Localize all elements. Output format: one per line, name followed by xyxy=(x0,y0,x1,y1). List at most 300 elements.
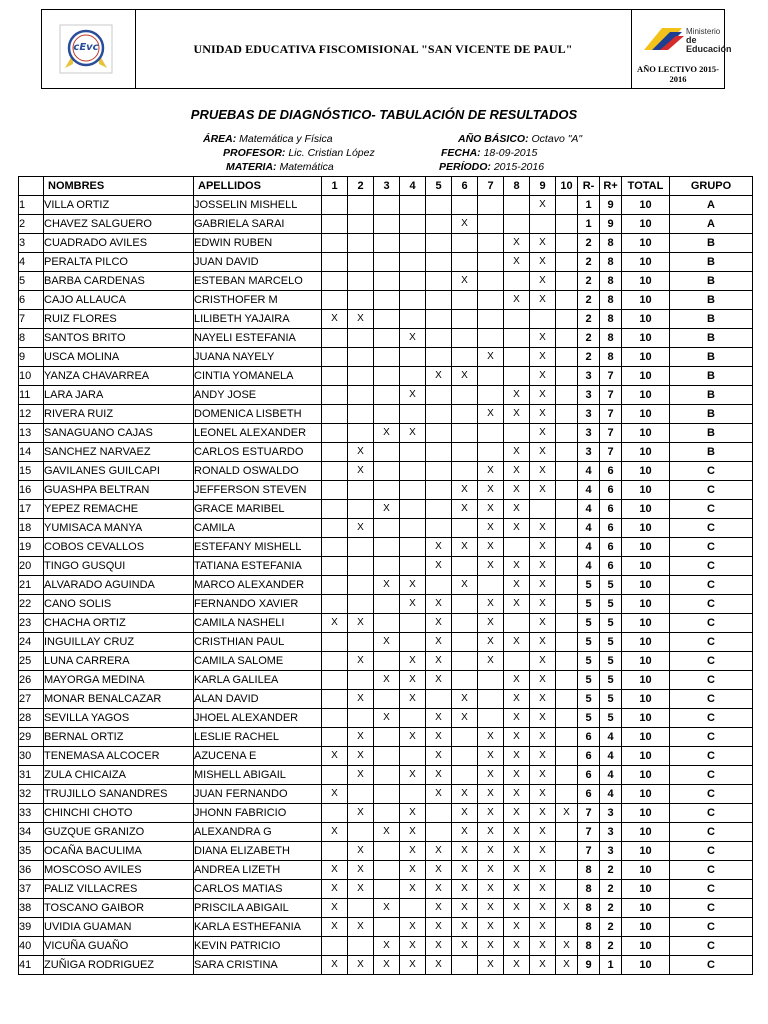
cell-q9: X xyxy=(530,481,556,500)
cell-q1 xyxy=(322,500,348,519)
cell-q6 xyxy=(452,614,478,633)
cell-q3 xyxy=(374,538,400,557)
cell-q1: X xyxy=(322,880,348,899)
cell-q6 xyxy=(452,462,478,481)
col-header-q9: 9 xyxy=(530,177,556,196)
cell-q9: X xyxy=(530,386,556,405)
cell-total: 10 xyxy=(622,652,670,671)
cell-q4: X xyxy=(400,766,426,785)
cell-r-plus: 3 xyxy=(600,842,622,861)
cell-q3 xyxy=(374,196,400,215)
cell-q2 xyxy=(348,348,374,367)
row-number: 41 xyxy=(19,956,44,975)
cell-q10 xyxy=(556,842,578,861)
cell-total: 10 xyxy=(622,766,670,785)
cell-r-plus: 8 xyxy=(600,310,622,329)
cell-grupo: C xyxy=(670,690,753,709)
cell-q6 xyxy=(452,386,478,405)
cell-q6: X xyxy=(452,576,478,595)
cell-q4 xyxy=(400,481,426,500)
cell-q7: X xyxy=(478,823,504,842)
cell-q2 xyxy=(348,291,374,310)
fecha-label: FECHA: xyxy=(441,147,481,159)
cell-q4 xyxy=(400,272,426,291)
cell-grupo: C xyxy=(670,614,753,633)
cell-q5 xyxy=(426,272,452,291)
cell-q3: X xyxy=(374,500,400,519)
cell-q7 xyxy=(478,329,504,348)
row-number: 21 xyxy=(19,576,44,595)
col-header-total: TOTAL xyxy=(622,177,670,196)
cell-q4 xyxy=(400,538,426,557)
cell-nombres: SANCHEZ NARVAEZ xyxy=(44,443,194,462)
cell-q9: X xyxy=(530,614,556,633)
cell-q9: X xyxy=(530,671,556,690)
cell-total: 10 xyxy=(622,709,670,728)
cell-q6: X xyxy=(452,538,478,557)
cell-q6: X xyxy=(452,785,478,804)
cell-q9: X xyxy=(530,272,556,291)
cell-q7: X xyxy=(478,462,504,481)
cell-q9: X xyxy=(530,918,556,937)
cell-q5: X xyxy=(426,595,452,614)
cell-q10 xyxy=(556,329,578,348)
cell-nombres: GAVILANES GUILCAPI xyxy=(44,462,194,481)
cell-q2 xyxy=(348,595,374,614)
cell-q4: X xyxy=(400,880,426,899)
cell-q6: X xyxy=(452,937,478,956)
row-number: 17 xyxy=(19,500,44,519)
cell-q5 xyxy=(426,804,452,823)
cell-q4 xyxy=(400,614,426,633)
cell-q7: X xyxy=(478,880,504,899)
col-header-apellidos: APELLIDOS xyxy=(194,177,322,196)
cell-apellidos: PRISCILA ABIGAIL xyxy=(194,899,322,918)
cell-q1 xyxy=(322,576,348,595)
periodo-label: PERÍODO: xyxy=(439,161,491,173)
cell-q4 xyxy=(400,196,426,215)
cell-r-minus: 6 xyxy=(578,728,600,747)
cell-q8: X xyxy=(504,728,530,747)
cell-q8: X xyxy=(504,443,530,462)
materia-label: MATERIA: xyxy=(226,161,277,173)
cell-r-plus: 5 xyxy=(600,671,622,690)
cell-r-minus: 5 xyxy=(578,652,600,671)
cell-r-plus: 7 xyxy=(600,386,622,405)
cell-grupo: C xyxy=(670,899,753,918)
cell-nombres: TENEMASA ALCOCER xyxy=(44,747,194,766)
table-row xyxy=(19,918,753,937)
row-number: 33 xyxy=(19,804,44,823)
cell-r-minus: 9 xyxy=(578,956,600,975)
cell-grupo: C xyxy=(670,595,753,614)
cell-q5: X xyxy=(426,899,452,918)
cell-q7: X xyxy=(478,899,504,918)
cell-q3 xyxy=(374,405,400,424)
cell-q3 xyxy=(374,481,400,500)
cell-r-minus: 4 xyxy=(578,538,600,557)
cell-r-plus: 9 xyxy=(600,215,622,234)
cell-q10 xyxy=(556,595,578,614)
cell-q6: X xyxy=(452,500,478,519)
cell-q5 xyxy=(426,462,452,481)
cell-q4: X xyxy=(400,386,426,405)
cell-q6 xyxy=(452,234,478,253)
cell-r-minus: 2 xyxy=(578,253,600,272)
cell-apellidos: JHOEL ALEXANDER xyxy=(194,709,322,728)
cell-q5: X xyxy=(426,652,452,671)
cell-r-plus: 5 xyxy=(600,633,622,652)
row-number: 25 xyxy=(19,652,44,671)
cell-apellidos: ALAN DAVID xyxy=(194,690,322,709)
table-row xyxy=(19,728,753,747)
cell-q7: X xyxy=(478,557,504,576)
cell-nombres: PALIZ VILLACRES xyxy=(44,880,194,899)
cell-grupo: C xyxy=(670,823,753,842)
cell-r-plus: 7 xyxy=(600,405,622,424)
cell-q6 xyxy=(452,728,478,747)
cell-q5: X xyxy=(426,538,452,557)
school-year: AÑO LECTIVO 2015-2016 xyxy=(636,64,719,84)
row-number: 40 xyxy=(19,937,44,956)
cell-q3 xyxy=(374,253,400,272)
cell-q8 xyxy=(504,329,530,348)
cell-q10 xyxy=(556,709,578,728)
cell-q10 xyxy=(556,291,578,310)
cell-total: 10 xyxy=(622,234,670,253)
cell-apellidos: AZUCENA E xyxy=(194,747,322,766)
cell-q8: X xyxy=(504,842,530,861)
cell-r-plus: 3 xyxy=(600,823,622,842)
cell-q3 xyxy=(374,861,400,880)
cell-q7: X xyxy=(478,519,504,538)
cell-q3 xyxy=(374,880,400,899)
col-header-q5: 5 xyxy=(426,177,452,196)
cell-q10 xyxy=(556,196,578,215)
cell-nombres: SEVILLA YAGOS xyxy=(44,709,194,728)
cell-q5 xyxy=(426,291,452,310)
cell-q2 xyxy=(348,576,374,595)
table-row xyxy=(19,196,753,215)
col-header-nombres: NOMBRES xyxy=(44,177,194,196)
cell-q8: X xyxy=(504,633,530,652)
cell-q4: X xyxy=(400,937,426,956)
table-row xyxy=(19,690,753,709)
cell-nombres: YEPEZ REMACHE xyxy=(44,500,194,519)
cell-q8 xyxy=(504,367,530,386)
cell-q3 xyxy=(374,766,400,785)
cell-q10 xyxy=(556,671,578,690)
cell-q7 xyxy=(478,443,504,462)
cell-grupo: C xyxy=(670,557,753,576)
cell-total: 10 xyxy=(622,386,670,405)
cell-q4 xyxy=(400,367,426,386)
cell-r-plus: 5 xyxy=(600,652,622,671)
cell-apellidos: FERNANDO XAVIER xyxy=(194,595,322,614)
cell-q9: X xyxy=(530,937,556,956)
cell-q5: X xyxy=(426,728,452,747)
cell-q9: X xyxy=(530,861,556,880)
cell-q7 xyxy=(478,690,504,709)
cell-q4 xyxy=(400,291,426,310)
cell-nombres: TOSCANO GAIBOR xyxy=(44,899,194,918)
row-number: 16 xyxy=(19,481,44,500)
cell-total: 10 xyxy=(622,329,670,348)
cell-nombres: CHINCHI CHOTO xyxy=(44,804,194,823)
cell-q5: X xyxy=(426,747,452,766)
cell-q1 xyxy=(322,652,348,671)
cell-nombres: MOSCOSO AVILES xyxy=(44,861,194,880)
cell-q3: X xyxy=(374,576,400,595)
cell-q7: X xyxy=(478,614,504,633)
cell-q8: X xyxy=(504,690,530,709)
cell-q9: X xyxy=(530,709,556,728)
cell-q10 xyxy=(556,785,578,804)
cell-q8: X xyxy=(504,291,530,310)
cell-q6: X xyxy=(452,861,478,880)
table-row xyxy=(19,595,753,614)
cell-total: 10 xyxy=(622,500,670,519)
cell-grupo: C xyxy=(670,652,753,671)
table-row xyxy=(19,329,753,348)
cell-q9: X xyxy=(530,557,556,576)
row-number: 23 xyxy=(19,614,44,633)
cell-q1 xyxy=(322,481,348,500)
cell-q2: X xyxy=(348,842,374,861)
cell-r-plus: 8 xyxy=(600,348,622,367)
cell-grupo: B xyxy=(670,424,753,443)
cell-q1 xyxy=(322,424,348,443)
cell-nombres: CHACHA ORTIZ xyxy=(44,614,194,633)
cell-r-minus: 3 xyxy=(578,424,600,443)
cell-q9: X xyxy=(530,823,556,842)
cell-r-minus: 6 xyxy=(578,747,600,766)
table-row xyxy=(19,956,753,975)
cell-r-plus: 6 xyxy=(600,481,622,500)
row-number: 22 xyxy=(19,595,44,614)
cell-q1 xyxy=(322,671,348,690)
row-number: 24 xyxy=(19,633,44,652)
cell-q6: X xyxy=(452,918,478,937)
cell-q1 xyxy=(322,595,348,614)
cell-q9: X xyxy=(530,747,556,766)
table-row xyxy=(19,443,753,462)
cell-q1 xyxy=(322,348,348,367)
cell-q4: X xyxy=(400,690,426,709)
cell-q4 xyxy=(400,557,426,576)
cell-q7: X xyxy=(478,652,504,671)
row-number: 34 xyxy=(19,823,44,842)
cell-r-minus: 7 xyxy=(578,842,600,861)
cell-q8: X xyxy=(504,386,530,405)
cell-q6: X xyxy=(452,367,478,386)
cell-q3 xyxy=(374,272,400,291)
cell-q9: X xyxy=(530,424,556,443)
cell-nombres: YANZA CHAVARREA xyxy=(44,367,194,386)
anio-value: Octavo "A" xyxy=(531,133,583,145)
cell-apellidos: KARLA GALILEA xyxy=(194,671,322,690)
row-number: 12 xyxy=(19,405,44,424)
cell-apellidos: TATIANA ESTEFANIA xyxy=(194,557,322,576)
cell-q7: X xyxy=(478,481,504,500)
cell-total: 10 xyxy=(622,823,670,842)
cell-q10: X xyxy=(556,804,578,823)
cell-q8: X xyxy=(504,576,530,595)
cell-q9: X xyxy=(530,329,556,348)
cell-q3 xyxy=(374,367,400,386)
cell-q6 xyxy=(452,671,478,690)
cell-grupo: C xyxy=(670,766,753,785)
cell-r-minus: 4 xyxy=(578,481,600,500)
cell-q4: X xyxy=(400,842,426,861)
meta-anio xyxy=(458,133,582,145)
row-number: 13 xyxy=(19,424,44,443)
cell-apellidos: JOSSELIN MISHELL xyxy=(194,196,322,215)
row-number: 35 xyxy=(19,842,44,861)
table-row xyxy=(19,576,753,595)
cell-q1 xyxy=(322,253,348,272)
cell-q1 xyxy=(322,405,348,424)
cell-q2: X xyxy=(348,880,374,899)
cell-q6 xyxy=(452,443,478,462)
cell-q1 xyxy=(322,842,348,861)
cell-r-minus: 3 xyxy=(578,367,600,386)
cell-q7: X xyxy=(478,785,504,804)
cell-total: 10 xyxy=(622,367,670,386)
cell-q4: X xyxy=(400,329,426,348)
cell-q6 xyxy=(452,652,478,671)
cell-q6 xyxy=(452,291,478,310)
cell-q4: X xyxy=(400,918,426,937)
cell-r-plus: 7 xyxy=(600,367,622,386)
cell-q8: X xyxy=(504,747,530,766)
cell-q10 xyxy=(556,272,578,291)
cell-q4 xyxy=(400,215,426,234)
cell-q3 xyxy=(374,652,400,671)
cell-q3 xyxy=(374,348,400,367)
cell-q3 xyxy=(374,557,400,576)
cell-q2 xyxy=(348,386,374,405)
cell-q3 xyxy=(374,519,400,538)
cell-r-minus: 6 xyxy=(578,766,600,785)
cell-q7 xyxy=(478,215,504,234)
cell-q7 xyxy=(478,386,504,405)
cell-r-minus: 5 xyxy=(578,709,600,728)
meta-materia xyxy=(226,161,334,173)
cell-q1 xyxy=(322,386,348,405)
cell-q6: X xyxy=(452,709,478,728)
cell-apellidos: RONALD OSWALDO xyxy=(194,462,322,481)
cell-r-plus: 4 xyxy=(600,747,622,766)
cell-grupo: C xyxy=(670,956,753,975)
cell-r-minus: 3 xyxy=(578,443,600,462)
cell-apellidos: KARLA ESTHEFANIA xyxy=(194,918,322,937)
cell-q3: X xyxy=(374,956,400,975)
cell-q10 xyxy=(556,766,578,785)
row-number: 7 xyxy=(19,310,44,329)
cell-r-plus: 5 xyxy=(600,614,622,633)
cell-q4 xyxy=(400,519,426,538)
cell-apellidos: EDWIN RUBEN xyxy=(194,234,322,253)
cell-apellidos: JEFFERSON STEVEN xyxy=(194,481,322,500)
cell-nombres: ALVARADO AGUINDA xyxy=(44,576,194,595)
cell-q2 xyxy=(348,538,374,557)
cell-q9: X xyxy=(530,956,556,975)
col-header-q1: 1 xyxy=(322,177,348,196)
cell-q6 xyxy=(452,196,478,215)
meta-fecha xyxy=(441,147,537,159)
cell-total: 10 xyxy=(622,595,670,614)
cell-q10 xyxy=(556,386,578,405)
results-table xyxy=(18,176,753,975)
periodo-value: 2015-2016 xyxy=(493,161,545,173)
cell-q9: X xyxy=(530,842,556,861)
cell-q6: X xyxy=(452,215,478,234)
table-row xyxy=(19,462,753,481)
cell-q5 xyxy=(426,348,452,367)
cell-total: 10 xyxy=(622,880,670,899)
cell-q10 xyxy=(556,633,578,652)
cell-q5 xyxy=(426,690,452,709)
cell-q5 xyxy=(426,576,452,595)
row-number: 27 xyxy=(19,690,44,709)
col-header-q8: 8 xyxy=(504,177,530,196)
cell-q7 xyxy=(478,272,504,291)
cell-apellidos: CAMILA xyxy=(194,519,322,538)
cell-grupo: C xyxy=(670,937,753,956)
cell-q4 xyxy=(400,899,426,918)
cell-q1 xyxy=(322,519,348,538)
cell-q1 xyxy=(322,804,348,823)
cell-q10 xyxy=(556,443,578,462)
cell-r-minus: 8 xyxy=(578,937,600,956)
row-number: 15 xyxy=(19,462,44,481)
cell-q5: X xyxy=(426,614,452,633)
cell-q3: X xyxy=(374,709,400,728)
cell-q2: X xyxy=(348,690,374,709)
cell-q5 xyxy=(426,329,452,348)
meta-area xyxy=(203,133,333,145)
cell-q8: X xyxy=(504,481,530,500)
cell-apellidos: CAMILA SALOME xyxy=(194,652,322,671)
cell-grupo: C xyxy=(670,538,753,557)
row-number: 38 xyxy=(19,899,44,918)
cell-nombres: USCA MOLINA xyxy=(44,348,194,367)
area-label: ÁREA: xyxy=(203,133,237,145)
cell-q4: X xyxy=(400,671,426,690)
cell-q3 xyxy=(374,234,400,253)
cell-q2 xyxy=(348,253,374,272)
cell-q8 xyxy=(504,538,530,557)
cell-q7 xyxy=(478,424,504,443)
cell-q10: X xyxy=(556,937,578,956)
cell-q6 xyxy=(452,405,478,424)
cell-q5: X xyxy=(426,918,452,937)
cell-total: 10 xyxy=(622,538,670,557)
table-row xyxy=(19,899,753,918)
col-header-grupo: GRUPO xyxy=(670,177,753,196)
cell-r-minus: 8 xyxy=(578,880,600,899)
cell-apellidos: GABRIELA SARAI xyxy=(194,215,322,234)
cell-r-minus: 5 xyxy=(578,576,600,595)
cell-q5: X xyxy=(426,861,452,880)
cell-q2: X xyxy=(348,652,374,671)
cell-q4: X xyxy=(400,576,426,595)
cell-total: 10 xyxy=(622,462,670,481)
cell-q2: X xyxy=(348,804,374,823)
cell-q9: X xyxy=(530,405,556,424)
cell-q3 xyxy=(374,842,400,861)
